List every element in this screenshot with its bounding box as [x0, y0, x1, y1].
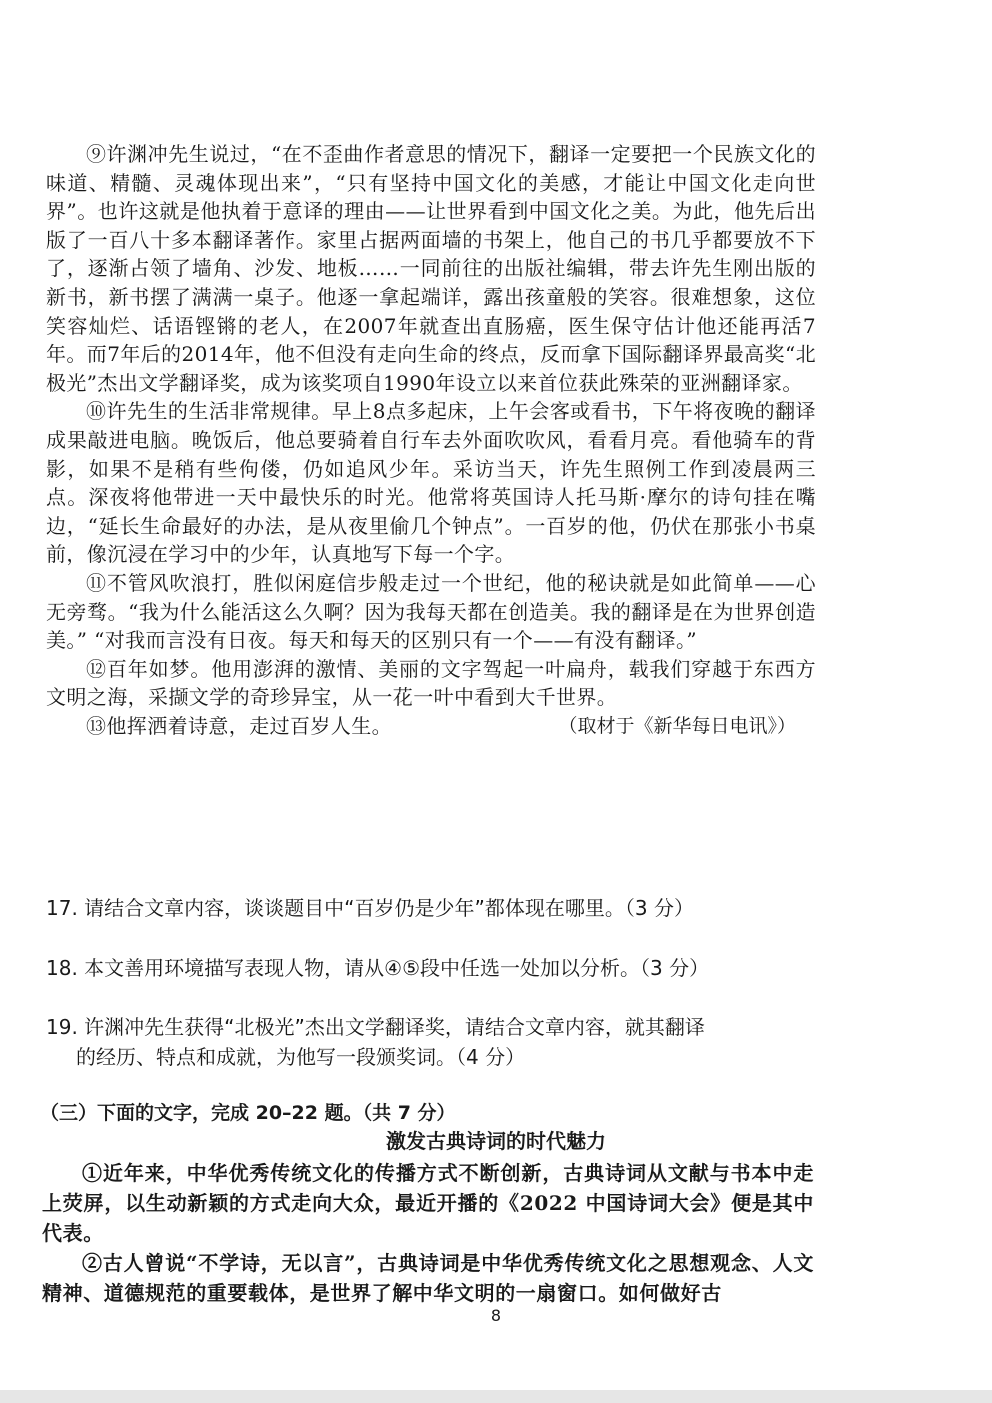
- paragraph-12: ⑫百年如梦。他用澎湃的激情、美丽的文字驾起一叶扁舟，载我们穿越于东西方文明之海，采撷文学的奇珍异宝，从一花一叶中看到大千世界。: [46, 656, 816, 710]
- question-18: 18. 本文善用环境描写表现人物，请从④⑤段中任选一处加以分析。（3 分）: [46, 956, 710, 980]
- paragraph-10: ⑩许先生的生活非常规律。早上8点多起床，上午会客或看书，下午将夜晚的翻译成果敲进电脑。晚饭后，他总要骑着自行车去外面吹吹风，看看月亮。看他骑车的背影，如果不是稍有些佝偻，仍如追风少年。采访当天，许先生照例工作到凌晨两三点。深夜将他带进一天中最快乐的时光。他常将英国诗人托马斯·摩尔的诗句挂在嘴边，“延长生命最好的办法，是从夜里偷几个钟点”。一百岁的他，仍伏在那张小书桌前，像沉浸在学习中的少年，认真地写下每一个字。: [46, 399, 816, 567]
- section-3-paragraph-1: ①近年来，中华优秀传统文化的传播方式不断创新，古典诗词从文献与书本中走上荧屏，以生动新颖的方式走向大众，最近开播的《2022 中国诗词大会》便是其中代表。: [42, 1161, 814, 1245]
- question-19-line-1: 19. 许渊冲先生获得“北极光”杰出文学翻译奖，请结合文章内容，就其翻译: [46, 1015, 705, 1039]
- paragraph-11: ⑪不管风吹浪打，胜似闲庭信步般走过一个世纪，他的秘诀就是如此简单——心无旁骛。“我为什么能活这么久啊？因为我每天都在创造美。我的翻译是在为世界创造美。” “对我而言没有日夜。每天和每天的区别只有一个——有没有翻译。”: [46, 570, 816, 653]
- source-citation: （取材于《新华每日电讯》）: [558, 714, 796, 737]
- section-3-paragraph-2: ②古人曾说“不学诗，无以言”，古典诗词是中华优秀传统文化之思想观念、人文精神、道德规范的重要载体，是世界了解中华文明的一扇窗口。如何做好古: [42, 1251, 814, 1305]
- paragraph-13: [46, 712, 816, 741]
- paragraph-13-text: ⑬他挥洒着诗意，走过百岁人生。: [86, 713, 392, 738]
- question-19-line-2: 的经历、特点和成就，为他写一段颁奖词。（4 分）: [76, 1045, 526, 1069]
- reading-passage: [46, 140, 816, 740]
- article-title: 激发古典诗词的时代魅力: [386, 1129, 606, 1153]
- section-3-passage: [42, 1158, 814, 1308]
- section-3-heading: （三）下面的文字，完成 20–22 题。（共 7 分）: [40, 1102, 456, 1124]
- question-19: [46, 1012, 826, 1072]
- paragraph-9: ⑨许渊冲先生说过，“在不歪曲作者意思的情况下，翻译一定要把一个民族文化的味道、精髓、灵魂体现出来”，“只有坚持中国文化的美感，才能让中国文化走向世界”。也许这就是他执着于意译的理由——让世界看到中国文化之美。为此，他先后出版了一百八十多本翻译著作。家里占据两面墙的书架上，他自己的书几乎都要放不下了，逐渐占领了墙角、沙发、地板……一同前往的出版社编辑，带去许先生刚出版的新书，新书摆了满满一桌子。他逐一拿起端详，露出孩童般的笑容。很难想象，这位笑容灿烂、话语铿锵的老人，在2007年就查出直肠癌，医生保守估计他还能再活7年。而7年后的2014年，他不但没有走向生命的终点，反而拿下国际翻译界最高奖“北极光”杰出文学翻译奖，成为该奖项自1990年设立以来首位获此殊荣的亚洲翻译家。: [46, 142, 816, 395]
- scan-bottom-edge: [0, 1390, 992, 1403]
- page-number: 8: [490, 1306, 502, 1325]
- question-17: 17. 请结合文章内容，谈谈题目中“百岁仍是少年”都体现在哪里。（3 分）: [46, 896, 694, 920]
